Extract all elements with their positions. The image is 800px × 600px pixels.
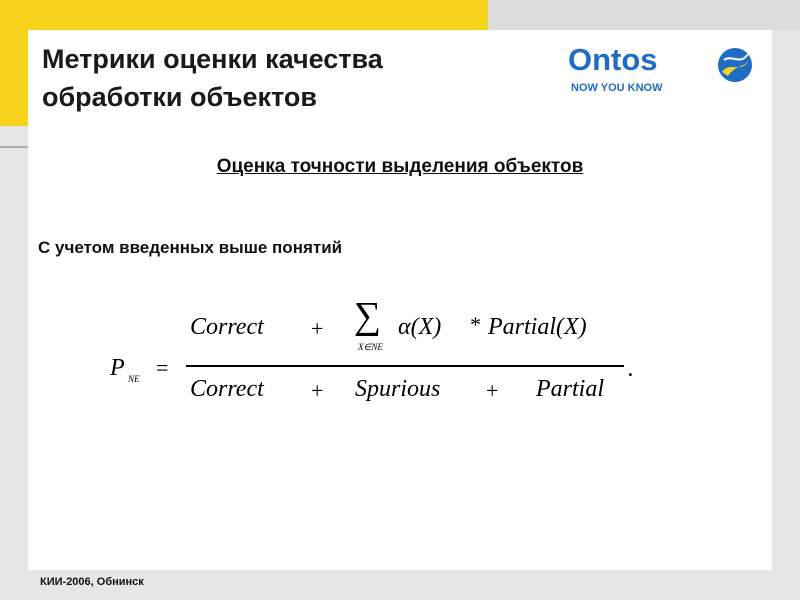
title-line-2: обработки объектов xyxy=(42,82,317,112)
logo-wordmark: Ontos xyxy=(568,42,658,77)
formula-equals: = xyxy=(156,355,169,380)
denominator-plus-1: + xyxy=(311,378,324,403)
denominator-partial: Partial xyxy=(536,376,605,402)
multiply-star: * xyxy=(470,312,481,337)
fraction-bar xyxy=(186,365,624,367)
alpha-term: α(X) xyxy=(398,314,442,340)
ontos-logo xyxy=(568,42,768,102)
top-gray-band xyxy=(488,0,800,30)
numerator-correct: Correct xyxy=(190,314,264,340)
formula-lhs-subscript: NE xyxy=(128,374,140,384)
intro-text: С учетом введенных выше понятий xyxy=(38,238,343,257)
numerator-plus: + xyxy=(311,316,324,341)
footer-text: КИИ-2006, Обнинск xyxy=(40,576,144,588)
denominator-correct: Correct xyxy=(190,376,264,402)
precision-formula xyxy=(108,295,668,440)
left-divider xyxy=(0,146,28,148)
logo-sphere-icon xyxy=(716,46,754,84)
sum-subscript: X∈NE xyxy=(358,342,383,352)
slide-title xyxy=(42,40,522,116)
partial-x-term: Partial(X) xyxy=(488,314,587,340)
logo-tagline: NOW YOU KNOW xyxy=(571,82,663,94)
sum-symbol: ∑ xyxy=(354,295,382,337)
denominator-plus-2: + xyxy=(486,378,499,403)
top-yellow-band xyxy=(0,0,488,30)
left-yellow-band xyxy=(0,30,28,126)
denominator-spurious: Spurious xyxy=(355,376,441,402)
slide-content xyxy=(28,30,772,570)
title-line-1: Метрики оценки качества xyxy=(42,44,383,74)
formula-period: . xyxy=(628,356,634,382)
formula-lhs: P xyxy=(110,355,125,381)
section-subtitle: Оценка точности выделения объектов xyxy=(216,156,584,177)
